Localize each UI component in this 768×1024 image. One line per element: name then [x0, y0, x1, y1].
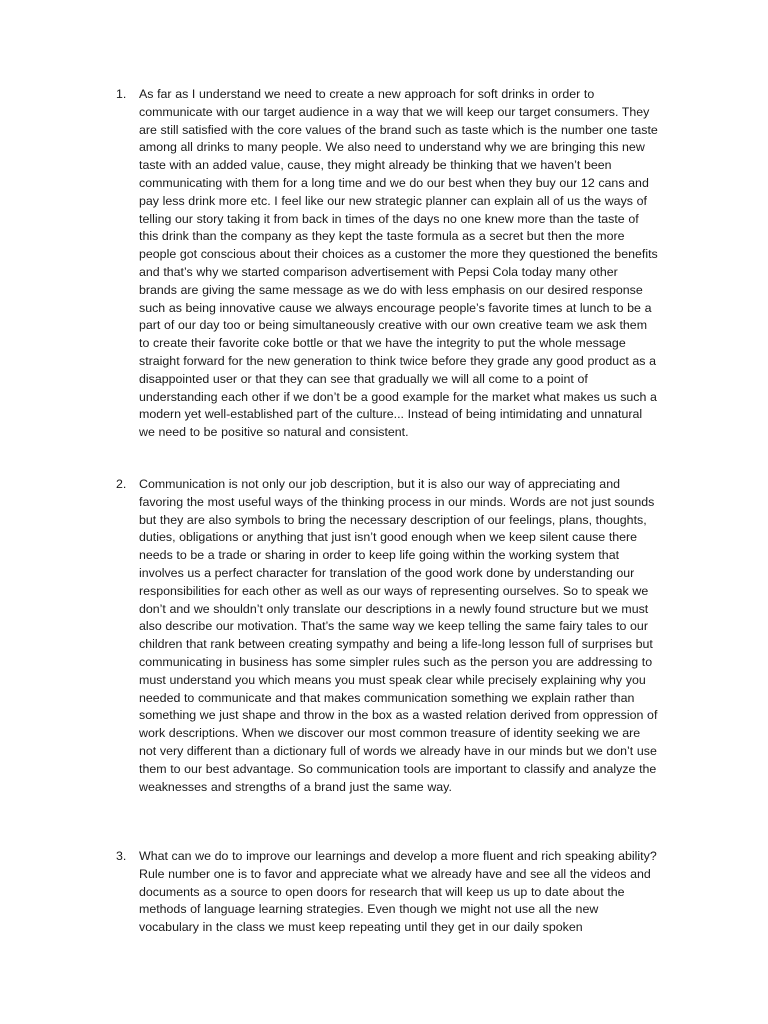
list-item-number: 1. [116, 87, 127, 101]
list-item-number: 2. [116, 477, 127, 491]
list-item-text: What can we do to improve our learnings and develop a more fluent and rich speaking ability? Rule number one is to favor and appreciate what we already have and see all the videos and documents as a source to open doors for research that will keep us up to date about the methods of language learning strategies. Even though we might not use all the new vocabulary in the class we must keep repeating until they get in our daily spoken [139, 849, 657, 935]
list-item-text: Communication is not only our job description, but it is also our way of appreciating and favoring the most useful ways of the thinking process in our minds. Words are not just sounds but they are also symbols to bring the necessary description of our feelings, plans, thoughts, duties, obligations or anything that just isn’t good enough when we keep silent cause there needs to be a trade or sharing in order to keep life going within the working system that involves us a perfect character for translation of the good work done by understanding our responsibilities for each other as well as our ways of representing ourselves. So to speak we don’t and we shouldn’t only translate our descriptions in a newly found structure but we must also describe our motivation. That’s the same way we keep telling the same fairy tales to our children that rank between creating sympathy and being a life-long lesson full of surprises but communicating in business has some simpler rules such as the person you are addressing to must understand you which means you must speak clear while precisely explaining why you needed to communicate and that makes communication something we explain rather than something we just shape and throw in the box as a wasted relation derived from oppression of work descriptions. When we discover our most common treasure of identity seeking we are not very different than a dictionary full of words we already have in our minds but we don’t use them to our best advantage. So communication tools are important to classify and analyze the weaknesses and strengths of a brand just the same way. [139, 477, 658, 794]
list-item-text: As far as I understand we need to create a new approach for soft drinks in order to communicate with our target audience in a way that we will keep our target consumers. They are still satisfied with the core values of the brand such as taste which is the number one taste among all drinks to many people. We also need to understand why we are bringing this new taste with an added value, cause, they might already be thinking that we haven’t been communicating with them for a long time and we do our best when they buy our 12 cans and pay less drink more etc. I feel like our new strategic planner can explain all of us the ways of telling our story taking it from back in times of the days no one knew more than the taste of this drink than the company as they kept the taste formula as a secret but then the more people got conscious about their choices as a customer the more they questioned the benefits and that’s why we started comparison advertisement with Pepsi Cola today many other brands are giving the same message as we do with less emphasis on our desired response such as being innovative cause we always encourage people’s favorite times at lunch to be a part of our day too or being simultaneously creative with our own creative team we ask them to create their favorite coke bottle or that we have the integrity to put the whole message straight forward for the new generation to think twice before they grade any good product as a disappointed user or that they can see that gradually we will all come to a point of understanding each other if we don’t be a good example for the market what makes us such a modern yet well-established part of the culture... Instead of being intimidating and unnatural we need to be positive so natural and consistent. [139, 87, 658, 440]
list-item-number: 3. [116, 849, 127, 863]
